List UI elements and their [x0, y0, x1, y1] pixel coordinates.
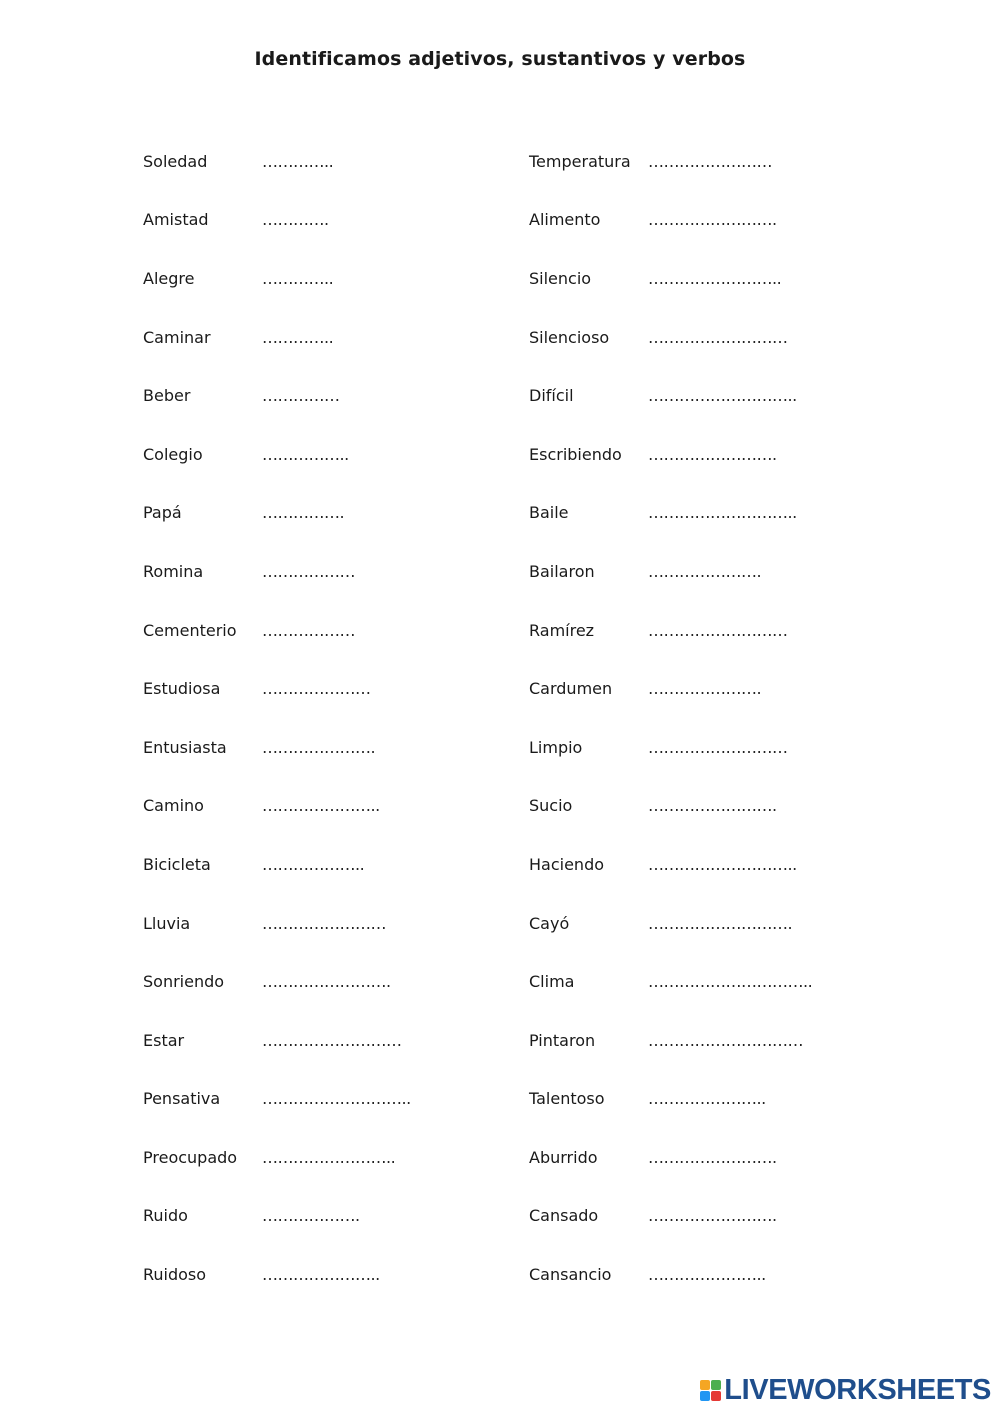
answer-blank-ruidoso[interactable]: ………………….. — [262, 1265, 380, 1285]
answer-blank-talentoso[interactable]: ………………….. — [648, 1089, 766, 1109]
word-row-ramirez — [529, 601, 812, 660]
answer-blank-estudiosa[interactable]: ………………… — [262, 679, 371, 699]
word-row-sonriendo — [143, 952, 411, 1011]
word-row-sucio — [529, 777, 812, 836]
word-label: Haciendo — [529, 854, 605, 874]
word-row-colegio — [143, 425, 411, 484]
word-label: Caminar — [143, 327, 211, 347]
word-row-amistad — [143, 191, 411, 250]
answer-blank-bicicleta[interactable]: ……………….. — [262, 854, 365, 874]
word-label: Alimento — [529, 210, 601, 230]
word-label: Sonriendo — [143, 972, 225, 992]
word-label: Limpio — [529, 737, 583, 757]
answer-blank-cayo[interactable]: ………………………. — [648, 913, 793, 933]
word-row-cansancio — [529, 1245, 812, 1304]
word-row-cayo — [529, 894, 812, 953]
answer-blank-camino[interactable]: ………………….. — [262, 796, 380, 816]
answer-blank-sonriendo[interactable]: ……………………. — [262, 972, 391, 992]
logo-square — [700, 1380, 710, 1390]
word-row-cansado — [529, 1187, 812, 1246]
answer-blank-bailaron[interactable]: …………………. — [648, 561, 762, 581]
word-label: Estar — [143, 1030, 185, 1050]
word-label: Ruido — [143, 1206, 188, 1226]
word-row-bailaron — [529, 542, 812, 601]
liveworksheets-logo — [700, 1374, 991, 1407]
word-row-alegre — [143, 249, 411, 308]
word-row-temperatura — [529, 132, 812, 191]
word-label: Baile — [529, 503, 569, 523]
word-row-talentoso — [529, 1070, 812, 1129]
word-row-caminar — [143, 308, 411, 367]
answer-blank-cardumen[interactable]: …………………. — [648, 679, 762, 699]
word-row-ruidoso — [143, 1245, 411, 1304]
word-row-beber — [143, 366, 411, 425]
word-row-romina — [143, 542, 411, 601]
word-label: Difícil — [529, 386, 574, 406]
word-label: Cayó — [529, 913, 570, 933]
answer-blank-silencioso[interactable]: ……………………… — [648, 327, 788, 347]
word-label: Silencio — [529, 268, 592, 288]
answer-blank-beber[interactable]: …………… — [262, 386, 340, 406]
word-label: Cansancio — [529, 1265, 612, 1285]
word-row-entusiasta — [143, 718, 411, 777]
answer-blank-pensativa[interactable]: ……………………….. — [262, 1089, 411, 1109]
word-row-soledad — [143, 132, 411, 191]
word-label: Preocupado — [143, 1147, 238, 1167]
word-label: Beber — [143, 386, 191, 406]
answer-blank-baile[interactable]: ……………………….. — [648, 503, 797, 523]
word-label: Camino — [143, 796, 204, 816]
word-label: Alegre — [143, 268, 195, 288]
answer-blank-aburrido[interactable]: ……………………. — [648, 1147, 777, 1167]
answer-blank-estar[interactable]: ……………………… — [262, 1030, 402, 1050]
answer-blank-cansado[interactable]: ……………………. — [648, 1206, 777, 1226]
word-label: Papá — [143, 503, 182, 523]
word-label: Talentoso — [529, 1089, 605, 1109]
word-label: Pensativa — [143, 1089, 221, 1109]
answer-blank-papa[interactable]: ……………. — [262, 503, 345, 523]
word-label: Ruidoso — [143, 1265, 207, 1285]
answer-blank-ruido[interactable]: ………………. — [262, 1206, 360, 1226]
word-row-escribiendo — [529, 425, 812, 484]
answer-blank-cementerio[interactable]: ……………… — [262, 620, 355, 640]
right-word-column — [529, 132, 812, 1304]
word-label: Bicicleta — [143, 854, 211, 874]
liveworksheets-logo-icon — [700, 1380, 721, 1401]
word-row-bicicleta — [143, 835, 411, 894]
word-label: Colegio — [143, 444, 203, 464]
word-label: Entusiasta — [143, 737, 227, 757]
word-label: Soledad — [143, 151, 208, 171]
word-label: Sucio — [529, 796, 573, 816]
answer-blank-alegre[interactable]: ………….. — [262, 268, 334, 288]
word-row-cardumen — [529, 659, 812, 718]
answer-blank-sucio[interactable]: ……………………. — [648, 796, 777, 816]
answer-blank-limpio[interactable]: ……………………… — [648, 737, 788, 757]
answer-blank-ramirez[interactable]: ……………………… — [648, 620, 788, 640]
word-label: Romina — [143, 561, 204, 581]
word-row-ruido — [143, 1187, 411, 1246]
answer-blank-haciendo[interactable]: ……………………….. — [648, 854, 797, 874]
word-label: Cansado — [529, 1206, 599, 1226]
logo-square — [700, 1391, 710, 1401]
answer-blank-silencio[interactable]: …………………….. — [648, 268, 782, 288]
word-label: Aburrido — [529, 1147, 598, 1167]
page-title: Identificamos adjetivos, sustantivos y verbos — [254, 48, 746, 70]
word-row-lluvia — [143, 894, 411, 953]
word-label: Estudiosa — [143, 679, 221, 699]
word-label: Clima — [529, 972, 575, 992]
answer-blank-entusiasta[interactable]: …………………. — [262, 737, 376, 757]
word-row-estudiosa — [143, 659, 411, 718]
word-row-clima — [529, 952, 812, 1011]
word-row-pintaron — [529, 1011, 812, 1070]
left-word-column — [143, 132, 411, 1304]
word-row-alimento — [529, 191, 812, 250]
word-label: Temperatura — [529, 151, 631, 171]
word-row-camino — [143, 777, 411, 836]
word-label: Pintaron — [529, 1030, 596, 1050]
word-row-haciendo — [529, 835, 812, 894]
answer-blank-alimento[interactable]: ……………………. — [648, 210, 777, 230]
word-row-limpio — [529, 718, 812, 777]
answer-blank-soledad[interactable]: ………….. — [262, 151, 334, 171]
word-label: Lluvia — [143, 913, 191, 933]
word-label: Bailaron — [529, 561, 595, 581]
word-row-silencio — [529, 249, 812, 308]
word-row-cementerio — [143, 601, 411, 660]
answer-blank-clima[interactable]: ………………………….. — [648, 972, 813, 992]
answer-blank-colegio[interactable]: …………….. — [262, 444, 349, 464]
answer-blank-pintaron[interactable]: ………………………… — [648, 1030, 803, 1050]
word-label: Escribiendo — [529, 444, 622, 464]
answer-blank-preocupado[interactable]: …………………….. — [262, 1147, 396, 1167]
answer-blank-cansancio[interactable]: ………………….. — [648, 1265, 766, 1285]
answer-blank-caminar[interactable]: ………….. — [262, 327, 334, 347]
word-label: Amistad — [143, 210, 209, 230]
word-label: Ramírez — [529, 620, 595, 640]
word-label: Silencioso — [529, 327, 610, 347]
answer-blank-temperatura[interactable]: …………………… — [648, 151, 772, 171]
word-row-pensativa — [143, 1070, 411, 1129]
word-row-papa — [143, 484, 411, 543]
answer-blank-romina[interactable]: ……………… — [262, 561, 355, 581]
answer-blank-lluvia[interactable]: …………………… — [262, 913, 386, 933]
word-label: Cementerio — [143, 620, 237, 640]
word-row-aburrido — [529, 1128, 812, 1187]
logo-square — [711, 1391, 721, 1401]
logo-text: LIVEWORKSHEETS — [724, 1374, 991, 1406]
answer-blank-escribiendo[interactable]: ……………………. — [648, 444, 777, 464]
word-row-preocupado — [143, 1128, 411, 1187]
word-row-silencioso — [529, 308, 812, 367]
word-row-estar — [143, 1011, 411, 1070]
answer-blank-dificil[interactable]: ……………………….. — [648, 386, 797, 406]
word-label: Cardumen — [529, 679, 613, 699]
word-row-dificil — [529, 366, 812, 425]
answer-blank-amistad[interactable]: …………. — [262, 210, 329, 230]
word-row-baile — [529, 484, 812, 543]
logo-square — [711, 1380, 721, 1390]
